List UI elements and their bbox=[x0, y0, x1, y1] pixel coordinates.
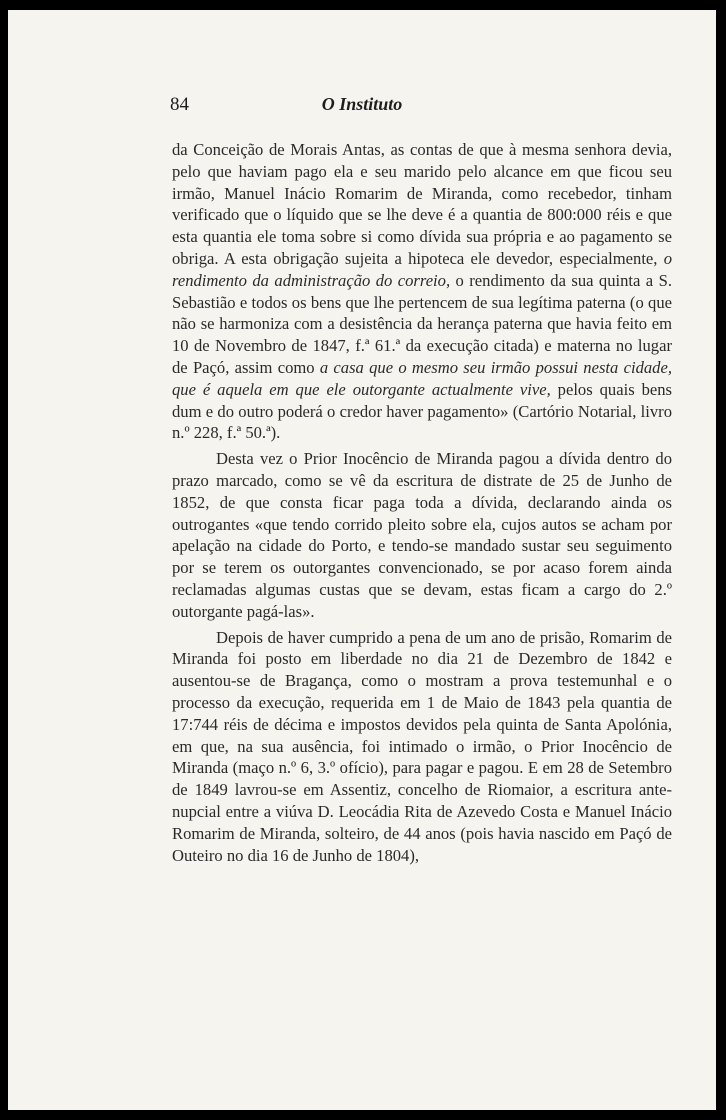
text-span: da Conceição de Morais Antas, as contas de que à mesma senhora devia, pelo que haviam pago ela e seu marido pelo alcance em que ficou seu irmão, Manuel Inácio Romarim de Miranda, como recebedor, tinham verificado que o líquido que se lhe deve é a quantia de 800:000 réis e que esta quantia ele toma sobre si como dívida sua própria e ao pagamento se obriga. A esta obrigação sujeita a hipoteca ele devedor, especialmente, bbox=[172, 140, 672, 268]
text-span: o rendimento da sua quinta a S. Sebastião e todos os bens que lhe pertencem de sua legítima paterna (o que não se harmoniza com a desistência da herança paterna que havia feito em 10 de Novembro de 1847, f.ª 61.ª da execução citada) e materna no lugar de Paçó, assim como bbox=[172, 270, 672, 377]
book-page bbox=[8, 10, 716, 1110]
italic-span: o rendimento da administração do correio, bbox=[172, 248, 672, 290]
italic-span: a casa que o mesmo seu irmão possui nesta cidade, que é aquela em que ele outorgante actualmente vive, bbox=[172, 357, 672, 399]
page-number: 84 bbox=[170, 94, 189, 115]
text-span: pelos quais bens dum e do outro poderá o credor haver pagamento» (Cartório Notarial, livro n.º 228, f.ª 50.ª). bbox=[172, 379, 672, 443]
paragraph-1 bbox=[172, 139, 672, 444]
running-title: O Instituto bbox=[321, 94, 403, 114]
text-span: Desta vez o Prior Inocêncio de Miranda pagou a dívida dentro do prazo marcado, como se vê da escritura de distrate de 25 de Junho de 1852, de que consta ficar paga toda a dívida, declarando ainda os outrogantes «que tendo corrido pleito sobre ela, cujos autos se acham por apelação na cidade do Porto, e tendo-se mandado sustar seu seguimento por se terem os outorgantes convencionado, se por acaso forem ainda reclamadas algumas custas que se devam, estas ficam a cargo do 2.º outorgante pagá-las». bbox=[172, 449, 672, 621]
paragraph-3 bbox=[172, 627, 672, 867]
text-span: Depois de haver cumprido a pena de um ano de prisão, Romarim de Miranda foi posto em liberdade no dia 21 de Dezembro de 1842 e ausentou-se de Bragança, como o mostram a prova testemunhal e o processo da execução, requerida em 1 de Maio de 1843 pela quantia de 17:744 réis de décima e impostos devidos pela quinta de Santa Apolónia, em que, na sua ausência, foi intimado o irmão, o Prior Inocêncio de Miranda (maço n.º 6, 3.º ofício), para pagar e pagou. E em 28 de Setembro de 1849 lavrou-se em Assentiz, concelho de Riomaior, a escritura antenupcial entre a viúva D. Leocádia Rita de Azevedo Costa e Manuel Inácio Romarim de Miranda, solteiro, de 44 anos (pois havia nascido em Paçó de Outeiro no dia 16 de Junho de 1804), bbox=[172, 627, 672, 865]
body-text bbox=[172, 139, 672, 866]
paragraph-2 bbox=[172, 448, 672, 622]
